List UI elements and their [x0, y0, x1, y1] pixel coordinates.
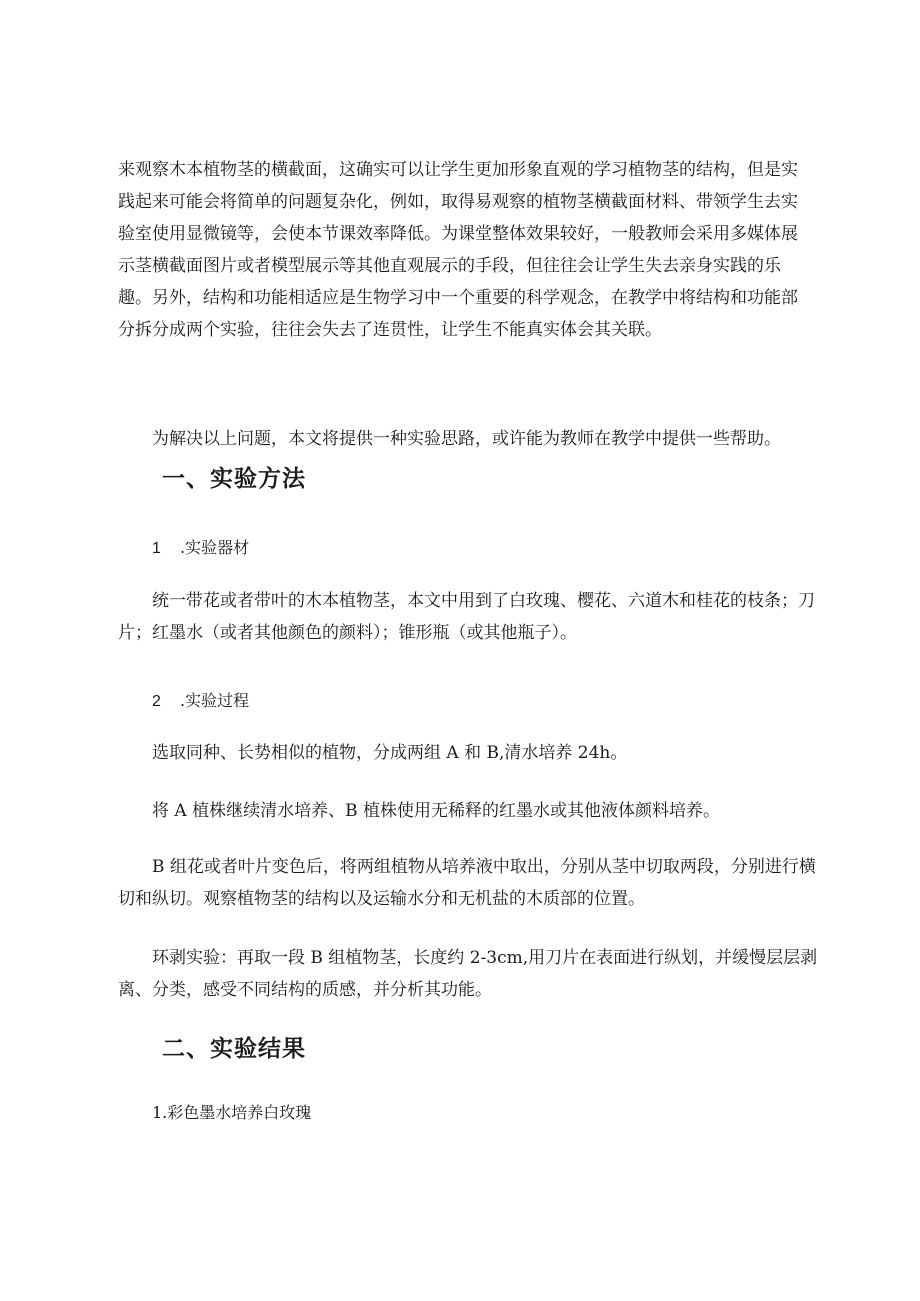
subsection-1-1-title: .实验器材 [180, 538, 250, 557]
section-2-heading: 二、实验结果 [162, 1035, 306, 1062]
materials-line-1: 统一带花或者带叶的木本植物茎，本文中用到了白玫瑰、樱花、六道木和桂花的枝条；刀 [152, 591, 815, 611]
materials-line-2: 片；红墨水（或者其他颜色的颜料）；锥形瓶（或其他瓶子）。 [118, 623, 577, 643]
step-4-line-1: 环剥实验：再取一段 B 组植物茎，长度约 2-3cm,用刀片在表面进行纵划，并缓慢层层剥 [152, 948, 818, 968]
subsection-1-2-title: .实验过程 [180, 691, 250, 710]
intro-line-4: 示茎横截面图片或者模型展示等其他直观展示的手段，但往往会让学生失去亲身实践的乐 [118, 256, 781, 276]
subsection-1-2-heading [152, 688, 249, 711]
procedure-step-3 [118, 851, 816, 915]
intro-line-6: 分拆分成两个实验，往往会失去了连贯性，让学生不能真实体会其关联。 [118, 320, 662, 340]
subsection-2-1-heading: 1.彩色墨水培养白玫瑰 [152, 1103, 312, 1122]
purpose-paragraph: 为解决以上问题，本文将提供一种实验思路，或许能为教师在教学中提供一些帮助。 [152, 429, 781, 449]
step-3-line-1: B 组花或者叶片变色后，将两组植物从培养液中取出，分别从茎中切取两段，分别进行横 [152, 857, 816, 877]
section-1-heading: 一、实验方法 [162, 465, 306, 492]
subsection-1-2-number: 2 [152, 693, 161, 710]
procedure-step-1: 选取同种、长势相似的植物，分成两组 A 和 B,清水培养 24h。 [152, 743, 628, 763]
intro-line-1: 来观察木本植物茎的横截面，这确实可以让学生更加形象直观的学习植物茎的结构，但是实 [118, 160, 798, 180]
intro-line-2: 践起来可能会将简单的问题复杂化，例如，取得易观察的植物茎横截面材料、带领学生去实 [118, 192, 798, 212]
procedure-step-4 [118, 942, 818, 1006]
materials-paragraph [118, 585, 815, 649]
step-3-line-2: 切和纵切。观察植物茎的结构以及运输水分和无机盐的木质部的位置。 [118, 889, 645, 909]
intro-line-5: 趣。另外，结构和功能相适应是生物学习中一个重要的科学观念，在教学中将结构和功能部 [118, 288, 798, 308]
intro-paragraph [118, 154, 808, 346]
procedure-step-2: 将 A 植株继续清水培养、B 植株使用无稀释的红墨水或其他液体颜料培养。 [152, 801, 720, 821]
step-4-line-2: 离、分类，感受不同结构的质感，并分析其功能。 [118, 980, 492, 1000]
intro-line-3: 验室使用显微镜等，会使本节课效率降低。为课堂整体效果较好，一般教师会采用多媒体展 [118, 224, 798, 244]
subsection-1-1-number: 1 [152, 540, 161, 557]
subsection-1-1-heading [152, 535, 249, 558]
